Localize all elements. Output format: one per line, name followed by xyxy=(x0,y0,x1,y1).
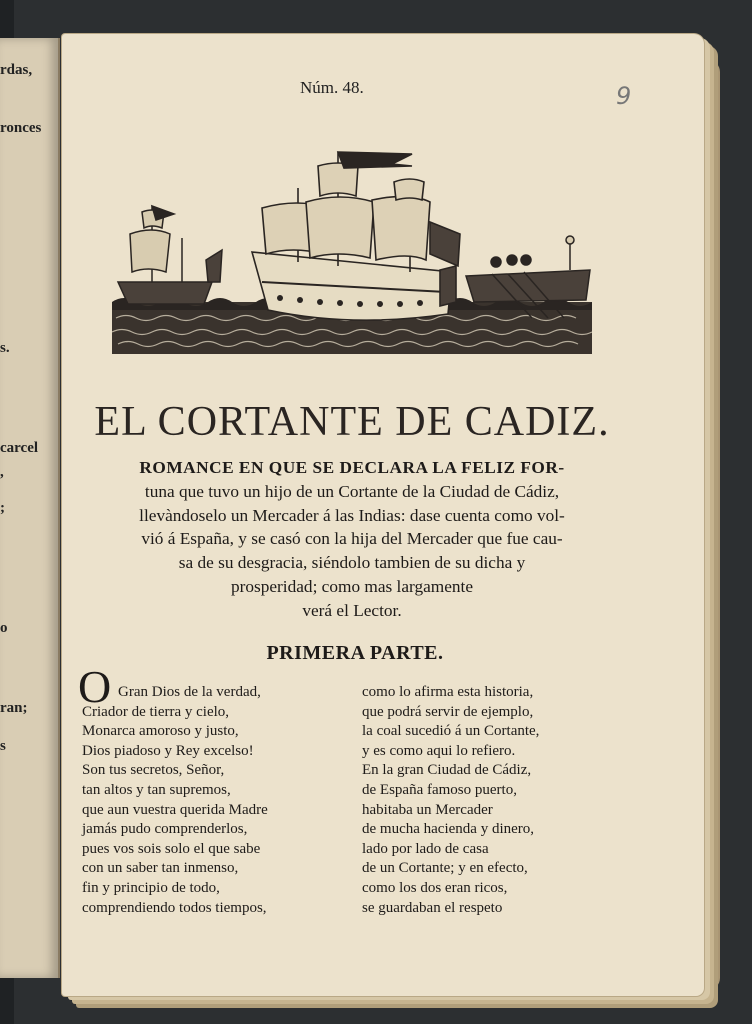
verse-line: que podrá servir de ejemplo, xyxy=(362,703,534,720)
verse-line: se guardaban el respeto xyxy=(362,899,503,916)
verse-line: En la gran Ciudad de Cádiz, xyxy=(362,762,532,779)
verse-line: Dios piadoso y Rey excelso! xyxy=(82,742,254,759)
left-page-fragment: ran; xyxy=(0,700,28,716)
verse-left-column xyxy=(82,683,268,918)
subtitle-line: verá el Lector. xyxy=(302,600,402,620)
verse-line: con un saber tan inmenso, xyxy=(82,860,239,877)
left-facing-page xyxy=(0,38,60,978)
left-page-fragment: rdas, xyxy=(0,62,33,78)
verse-line: de España famoso puerto, xyxy=(362,781,517,798)
document-title: EL CORTANTE DE CADIZ. xyxy=(94,399,610,445)
left-page-fragment: carcel xyxy=(0,440,39,456)
main-ship xyxy=(252,152,460,320)
verse-line: de un Cortante; y en efecto, xyxy=(362,860,528,877)
left-page-fragment: s. xyxy=(0,340,10,356)
left-page-fragment: ronces xyxy=(0,120,42,136)
left-page-fragment: ; xyxy=(0,500,5,516)
verse-line: Criador de tierra y cielo, xyxy=(82,703,230,720)
verse-line: la coal sucedió á un Cortante, xyxy=(362,723,540,740)
verse-line: habitaba un Mercader xyxy=(362,801,493,818)
subtitle-first-line: ROMANCE EN QUE SE DECLARA LA FELIZ FOR- xyxy=(139,458,565,477)
left-page-fragment: o xyxy=(0,620,8,636)
page-number: Núm. 48. xyxy=(300,78,364,97)
subtitle-line: prosperidad; como mas largamente xyxy=(230,576,474,596)
ships-woodcut-illustration xyxy=(112,142,592,356)
document-subtitle xyxy=(76,456,628,623)
verse-line: jamás pudo comprenderlos, xyxy=(82,821,248,838)
subtitle-line: llevàndoselo un Mercader á las Indias: dase cuenta como vol- xyxy=(139,505,565,525)
verse-line: que aun vuestra querida Madre xyxy=(82,801,268,818)
verse-line: lado por lado de casa xyxy=(362,840,489,857)
verse-line: como los dos eran ricos, xyxy=(362,879,508,896)
small-ship xyxy=(118,206,222,304)
handwritten-mark: 9 xyxy=(616,82,632,110)
verse-line: de mucha hacienda y dinero, xyxy=(362,821,535,838)
subtitle-line: sa de su desgracia, siéndolo tambien de su dicha y xyxy=(178,553,526,573)
drop-cap: O xyxy=(78,661,112,712)
verse-right-column xyxy=(362,683,539,918)
verse-line: y es como aqui lo refiero. xyxy=(362,742,516,759)
verse-line: comprendiendo todos tiempos, xyxy=(82,899,267,916)
verse-line: fin y principio de todo, xyxy=(82,879,220,896)
verse-line: pues vos sois solo el que sabe xyxy=(82,840,261,857)
section-heading: PRIMERA PARTE. xyxy=(266,642,444,664)
verse-line: Son tus secretos, Señor, xyxy=(82,762,225,779)
verse-line: Monarca amoroso y justo, xyxy=(82,723,239,740)
verse-line: tan altos y tan supremos, xyxy=(82,781,231,798)
subtitle-line: vió á España, y se casó con la hija del Mercader que fue cau- xyxy=(141,529,563,549)
subtitle-line: tuna que tuvo un hijo de un Cortante de la Ciudad de Cádiz, xyxy=(144,481,560,501)
left-page-fragment: , xyxy=(0,464,4,480)
verse-line: Gran Dios de la verdad, xyxy=(118,684,261,700)
verse-line: como lo afirma esta historia, xyxy=(362,684,534,700)
left-page-fragment: s xyxy=(0,738,6,754)
